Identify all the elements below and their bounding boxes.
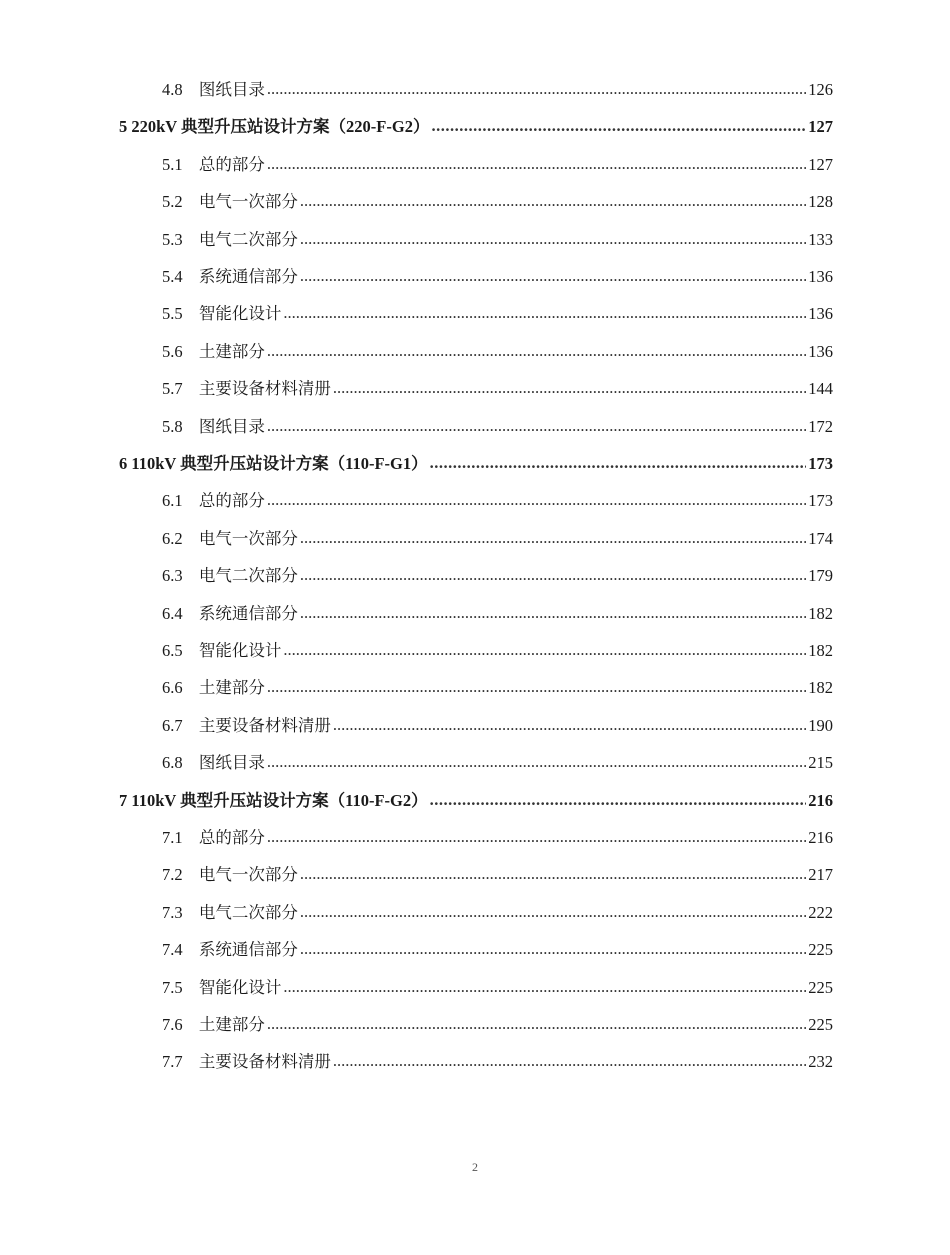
toc-chapter-entry[interactable] bbox=[119, 450, 833, 480]
toc-entry-page: 217 bbox=[808, 865, 833, 885]
toc-section-entry[interactable] bbox=[162, 413, 833, 443]
toc-chapter-entry[interactable] bbox=[119, 113, 833, 143]
toc-entry-number: 7.6 bbox=[162, 1015, 183, 1034]
toc-section-entry[interactable] bbox=[162, 749, 833, 779]
toc-section-entry[interactable] bbox=[162, 600, 833, 630]
toc-entry-title: 电气二次部分 bbox=[198, 229, 298, 249]
toc-section-entry[interactable] bbox=[162, 487, 833, 517]
dot-leader bbox=[267, 490, 806, 510]
dot-leader bbox=[430, 453, 807, 473]
toc-entry-number: 6.4 bbox=[162, 603, 183, 623]
toc-entry-number: 6.3 bbox=[162, 566, 183, 586]
dot-leader bbox=[333, 715, 806, 735]
toc-section-entry[interactable] bbox=[162, 76, 833, 106]
toc-entry-title: 总的部分 bbox=[198, 154, 265, 174]
toc-entry-title: 电气二次部分 bbox=[198, 566, 298, 586]
toc-entry-page: 133 bbox=[808, 229, 833, 249]
toc-entry-page: 173 bbox=[808, 491, 833, 511]
toc-entry-page: 182 bbox=[808, 678, 833, 698]
toc-section-entry[interactable] bbox=[162, 861, 833, 891]
toc-entry-page: 232 bbox=[808, 1052, 833, 1072]
toc-entry-number: 7.4 bbox=[162, 940, 183, 960]
dot-leader bbox=[300, 229, 806, 249]
toc-entry-number: 4.8 bbox=[162, 80, 183, 99]
toc-section-entry[interactable] bbox=[162, 899, 833, 929]
dot-leader bbox=[283, 303, 806, 323]
toc-entry-page: 136 bbox=[808, 304, 833, 324]
toc-entry-number: 6.6 bbox=[162, 678, 183, 698]
toc-entry-page: 216 bbox=[808, 828, 833, 847]
dot-leader bbox=[267, 752, 806, 772]
toc-entry-number: 6 bbox=[119, 454, 128, 473]
toc-entry-page: 182 bbox=[808, 641, 833, 660]
toc-entry-title: 系统通信部分 bbox=[198, 603, 298, 623]
toc-entry-page: 172 bbox=[808, 416, 833, 436]
toc-entry-number: 7.3 bbox=[162, 902, 183, 922]
toc-section-entry[interactable] bbox=[162, 300, 833, 330]
toc-entry-page: 216 bbox=[808, 790, 833, 810]
toc-entry-title: 主要设备材料清册 bbox=[198, 715, 331, 735]
toc-entry-title: 总的部分 bbox=[198, 491, 265, 511]
dot-leader bbox=[333, 1051, 806, 1071]
toc-section-entry[interactable] bbox=[162, 338, 833, 368]
toc-entry-number: 6.5 bbox=[162, 641, 183, 660]
toc-entry-title: 图纸目录 bbox=[198, 80, 265, 99]
toc-entry-number: 5.1 bbox=[162, 154, 183, 174]
toc-entry-title: 智能化设计 bbox=[198, 977, 282, 997]
toc-entry-title: 220kV 典型升压站设计方案（220-F-G2） bbox=[131, 117, 430, 137]
toc-entry-number: 5.2 bbox=[162, 192, 183, 212]
dot-leader bbox=[430, 790, 807, 810]
dot-leader bbox=[300, 266, 806, 286]
toc-entry-number: 7.7 bbox=[162, 1052, 183, 1072]
toc-entry-number: 5.8 bbox=[162, 416, 183, 436]
dot-leader bbox=[267, 677, 806, 697]
toc-entry-page: 215 bbox=[808, 753, 833, 773]
toc-entry-number: 6.1 bbox=[162, 491, 183, 511]
dot-leader bbox=[267, 1014, 806, 1034]
toc-entry-title: 系统通信部分 bbox=[198, 940, 298, 960]
toc-entry-page: 225 bbox=[808, 977, 833, 997]
toc-entry-title: 土建部分 bbox=[198, 678, 265, 698]
page-number: 2 bbox=[472, 1160, 478, 1174]
toc-entry-title: 智能化设计 bbox=[198, 641, 282, 660]
toc-section-entry[interactable] bbox=[162, 525, 833, 555]
toc-entry-page: 182 bbox=[808, 603, 833, 623]
toc-entry-title: 主要设备材料清册 bbox=[198, 379, 331, 399]
dot-leader bbox=[267, 79, 806, 99]
toc-entry-page: 127 bbox=[808, 117, 833, 137]
dot-leader bbox=[283, 640, 806, 660]
toc-entry-title: 土建部分 bbox=[198, 1015, 265, 1034]
toc-entry-title: 电气一次部分 bbox=[198, 528, 298, 548]
dot-leader bbox=[267, 827, 806, 847]
toc-section-entry[interactable] bbox=[162, 824, 833, 854]
toc-entry-title: 110kV 典型升压站设计方案（110-F-G2） bbox=[131, 790, 428, 810]
toc-section-entry[interactable] bbox=[162, 1048, 833, 1078]
toc-section-entry[interactable] bbox=[162, 1011, 833, 1041]
toc-entry-number: 5 bbox=[119, 117, 128, 137]
dot-leader bbox=[300, 528, 806, 548]
dot-leader bbox=[283, 977, 806, 997]
toc-entry-title: 电气一次部分 bbox=[198, 865, 298, 885]
toc-entry-number: 7 bbox=[119, 790, 128, 810]
toc-section-entry[interactable] bbox=[162, 375, 833, 405]
toc-entry-title: 总的部分 bbox=[198, 828, 265, 847]
toc-section-entry[interactable] bbox=[162, 562, 833, 592]
toc-entry-number: 5.4 bbox=[162, 267, 183, 286]
toc-entry-page: 222 bbox=[808, 902, 833, 922]
toc-entry-number: 5.5 bbox=[162, 304, 183, 324]
toc-section-entry[interactable] bbox=[162, 974, 833, 1004]
dot-leader bbox=[267, 341, 806, 361]
toc-entry-title: 电气一次部分 bbox=[198, 192, 298, 212]
toc-entry-title: 110kV 典型升压站设计方案（110-F-G1） bbox=[131, 454, 428, 473]
toc-entry-page: 225 bbox=[808, 1015, 833, 1034]
toc-entry-page: 174 bbox=[808, 528, 833, 548]
toc-entry-number: 5.7 bbox=[162, 379, 183, 399]
toc-section-entry[interactable] bbox=[162, 936, 833, 966]
dot-leader bbox=[300, 902, 806, 922]
toc-entry-number: 5.6 bbox=[162, 341, 183, 361]
toc-entry-title: 图纸目录 bbox=[198, 416, 265, 436]
toc-entry-number: 6.7 bbox=[162, 715, 183, 735]
toc-section-entry[interactable] bbox=[162, 188, 833, 218]
toc-entry-number: 7.5 bbox=[162, 977, 183, 997]
toc-entry-page: 136 bbox=[808, 267, 833, 286]
toc-entry-number: 5.3 bbox=[162, 229, 183, 249]
toc-entry-page: 128 bbox=[808, 192, 833, 212]
dot-leader bbox=[431, 116, 806, 136]
toc-entry-number: 6.2 bbox=[162, 528, 183, 548]
toc-entry-title: 电气二次部分 bbox=[198, 902, 298, 922]
toc-entry-page: 136 bbox=[808, 341, 833, 361]
toc-section-entry[interactable] bbox=[162, 151, 833, 181]
toc-entry-title: 土建部分 bbox=[198, 341, 265, 361]
toc-chapter-entry[interactable] bbox=[119, 787, 833, 817]
toc-entry-number: 7.2 bbox=[162, 865, 183, 885]
toc-section-entry[interactable] bbox=[162, 226, 833, 256]
toc-section-entry[interactable] bbox=[162, 263, 833, 293]
toc-entry-page: 190 bbox=[808, 715, 833, 735]
toc-entry-title: 系统通信部分 bbox=[198, 267, 298, 286]
toc-entry-page: 179 bbox=[808, 566, 833, 586]
toc-section-entry[interactable] bbox=[162, 712, 833, 742]
dot-leader bbox=[300, 603, 806, 623]
toc-entry-page: 144 bbox=[808, 379, 833, 399]
toc-entry-page: 127 bbox=[808, 154, 833, 174]
dot-leader bbox=[300, 864, 806, 884]
dot-leader bbox=[333, 378, 806, 398]
toc-section-entry[interactable] bbox=[162, 637, 833, 667]
dot-leader bbox=[300, 939, 806, 959]
toc-entry-number: 7.1 bbox=[162, 828, 183, 847]
toc-entry-page: 126 bbox=[808, 80, 833, 99]
toc-entry-number: 6.8 bbox=[162, 753, 183, 773]
toc-entry-title: 主要设备材料清册 bbox=[198, 1052, 331, 1072]
toc-section-entry[interactable] bbox=[162, 674, 833, 704]
toc-entry-page: 225 bbox=[808, 940, 833, 960]
dot-leader bbox=[267, 416, 806, 436]
toc-entry-title: 智能化设计 bbox=[198, 304, 282, 324]
dot-leader bbox=[300, 191, 806, 211]
dot-leader bbox=[267, 154, 806, 174]
toc-entry-title: 图纸目录 bbox=[198, 753, 265, 773]
dot-leader bbox=[300, 565, 806, 585]
toc-entry-page: 173 bbox=[808, 454, 833, 473]
